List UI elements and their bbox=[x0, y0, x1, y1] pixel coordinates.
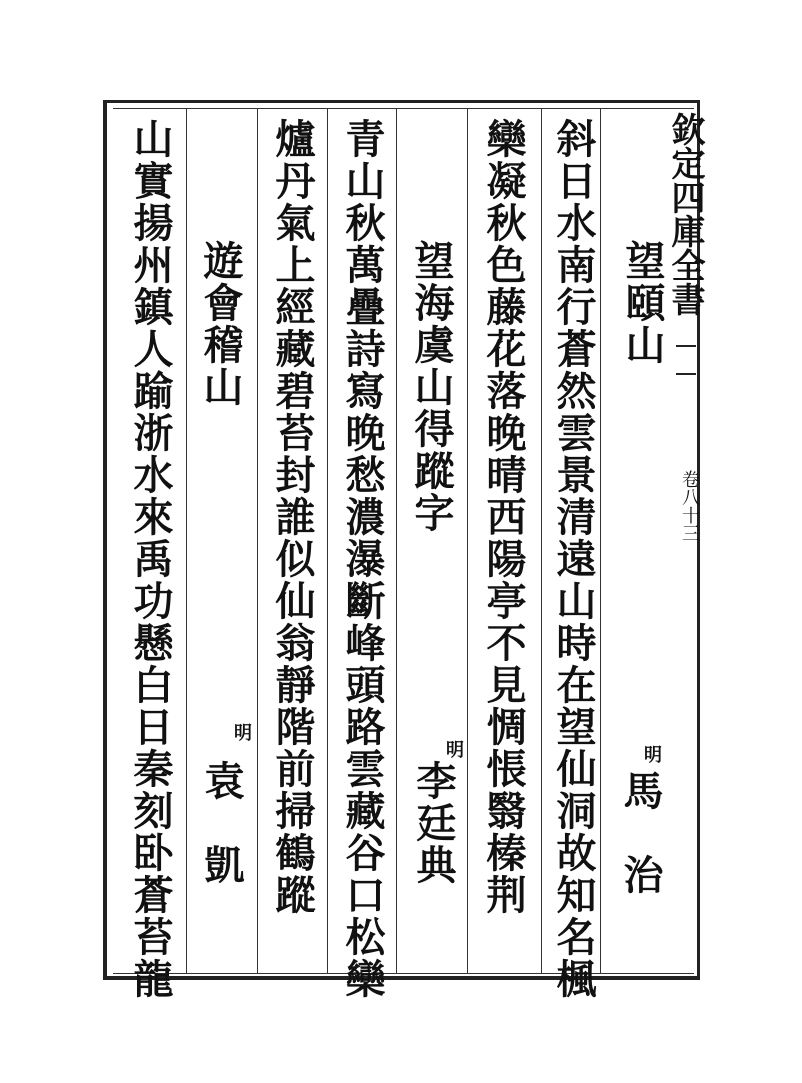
author-name: 袁 凱 bbox=[198, 760, 245, 886]
author-name: 馬 治 bbox=[617, 770, 664, 896]
poem-title: 望頤山 bbox=[619, 240, 666, 366]
column-divider bbox=[327, 108, 328, 974]
poem-title: 遊會稽山 bbox=[197, 240, 244, 408]
author-dynasty: 明 bbox=[443, 740, 464, 760]
column-divider bbox=[467, 108, 468, 974]
author-dynasty: 明 bbox=[641, 745, 662, 765]
book-title: 欽定四庫全書 bbox=[665, 112, 705, 316]
author-dynasty: 明 bbox=[231, 723, 252, 743]
poem-line: 斜日水南行蒼然雲景清遠山時在望仙洞故知名楓 bbox=[550, 118, 597, 1000]
poem-line: 青山秋萬疊詩寫晚愁濃瀑斷峰頭路雲藏谷口松欒 bbox=[339, 118, 386, 1000]
column-divider bbox=[541, 108, 542, 974]
column-divider bbox=[186, 108, 187, 974]
column-divider bbox=[257, 108, 258, 974]
fish-tail-mark bbox=[676, 345, 696, 375]
author-name: 李廷典 bbox=[410, 760, 457, 886]
column-divider bbox=[600, 108, 601, 974]
poem-line: 欒凝秋色藤花落晚晴西陽亭不見惆悵翳榛荆 bbox=[480, 118, 527, 916]
column-divider bbox=[396, 108, 397, 974]
volume-label: 卷八十三 bbox=[679, 470, 700, 542]
poem-line: 爐丹氣上經藏碧苔封誰似仙翁靜階前掃鶴蹤 bbox=[269, 118, 316, 916]
poem-line: 山實揚州鎮人踰浙水來禹功懸白日秦刻卧蒼苔龍 bbox=[127, 118, 174, 1000]
poem-title: 望海虞山得蹤字 bbox=[408, 240, 455, 534]
